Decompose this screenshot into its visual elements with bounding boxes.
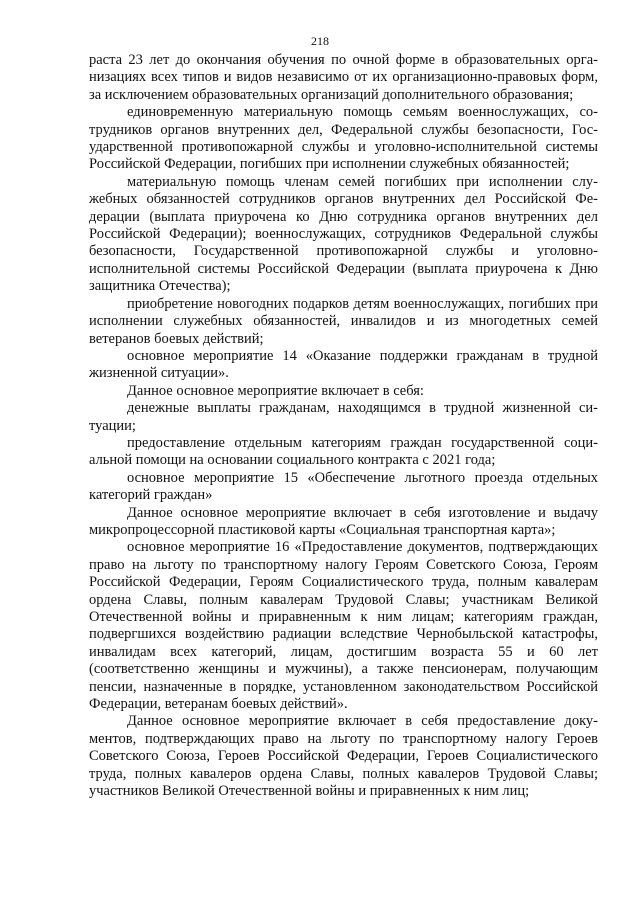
paragraph: предоставление отдельным категориям граждан государственной социальной помощи на основании социального контракта с 2021 года; bbox=[89, 434, 598, 469]
paragraph: основное мероприятие 14 «Оказание поддержки гражданам в трудной жизненной ситуации». bbox=[89, 347, 598, 382]
document-body bbox=[89, 52, 598, 800]
paragraph: основное мероприятие 15 «Обеспечение льготного проезда отдельных категорий граждан» bbox=[89, 469, 598, 504]
page-number: 218 bbox=[311, 34, 329, 48]
paragraph: Данное основное мероприятие включает в себя: bbox=[127, 382, 424, 399]
paragraph: денежные выплаты гражданам, находящимся в трудной жизненной ситуации; bbox=[89, 400, 598, 434]
paragraph: материальную помощь членам семей погибших при исполнении служебных обязанностей сотрудников органов внутренних дел Российской Федерации (выплата приурочена ко Дню сотрудника органов внутренних дел Российской Федерации); военнослужащих, сотрудников Федеральной службы безопасности, Государственной противопожарной службы и уголовно-исполнительной системы Российской Федерации (выплата приурочена к Дню защитника Отечества); bbox=[89, 173, 598, 295]
paragraph: основное мероприятие 16 «Предоставление документов, подтверждающих право на льготу по транспортному налогу Героям Советского Союза, Героям Российской Федерации, Героям Социалистического труда, полным кавалерам ордена Славы, полным кавалерам Трудовой Славы; участникам Великой Отечественной войны и приравненным к ним лицам; категориям граждан, подвергшихся воздействию радиации вследствие Чернобыльской катастрофы, инвалидам всех категорий, лицам, достигшим возраста 55 и 60 лет (соответственно женщины и мужчины), а также пенсионерам, получающим пенсии, назначенные в порядке, установленном законодательством Российской Федерации, ветеранам боевых действий». bbox=[89, 539, 598, 713]
paragraph: единовременную материальную помощь семьям военнослужащих, сотрудников органов внутренних дел, Федеральной службы безопасности, Государственной противопожарной службы и уголовно-исполнительной системы Российской Федерации, погибших при исполнении служебных обязанностей; bbox=[89, 104, 598, 173]
paragraph: Данное основное мероприятие включает в себя изготовление и выдачу микропроцессорной пластиковой карты «Социальная транспортная карта»; bbox=[89, 504, 598, 538]
paragraph: приобретение новогодних подарков детям военнослужащих, погибших при исполнении служебных обязанностей, инвалидов и из многодетных семей ветеранов боевых действий; bbox=[89, 295, 598, 347]
paragraph-continuation: раста 23 лет до окончания обучения по очной форме в образовательных организациях всех типов и видов независимо от их организационно-правовых форм, за исключением образовательных организаций дополнительного образования; bbox=[89, 52, 598, 103]
paragraph: Данное основное мероприятие включает в себя предоставление документов, подтверждающих право на льготу по транспортному налогу Героев Советского Союза, Героев Российской Федерации, Героев Социалистического труда, полных кавалеров ордена Славы, полных кавалеров Трудовой Славы; участников Великой Отечественной войны и приравненных к ним лиц; bbox=[89, 713, 598, 800]
